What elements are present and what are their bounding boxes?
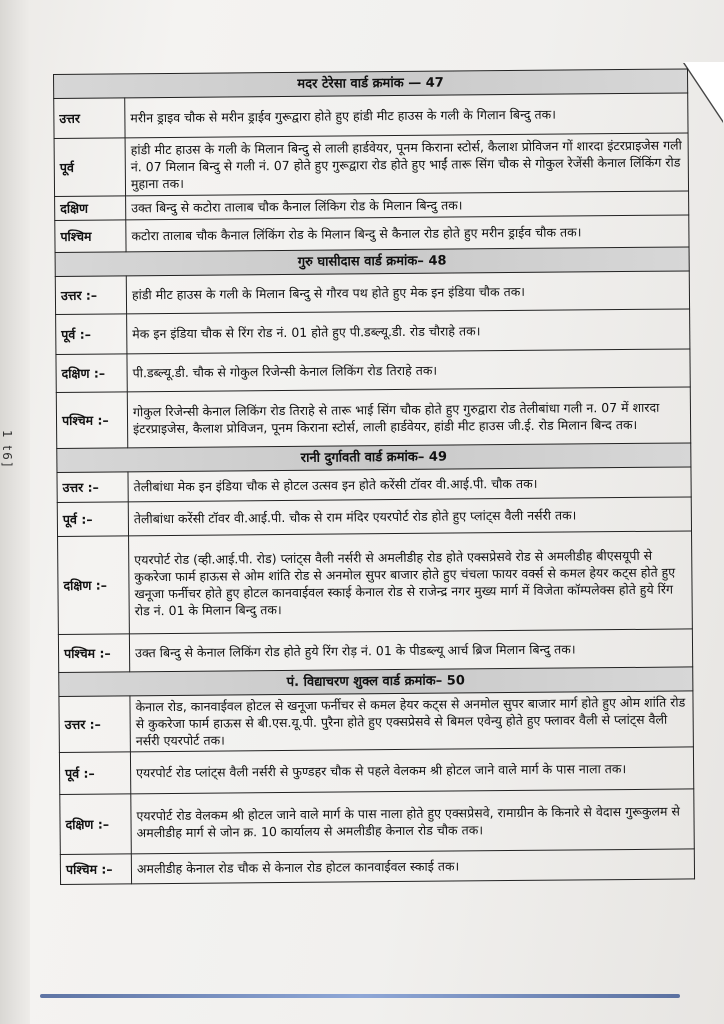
direction-label: पूर्व :– — [57, 502, 128, 537]
ward-title: मदर टेरेसा वार्ड क्रमांक — 47 — [54, 69, 688, 99]
direction-label: पश्चिम — [55, 220, 126, 253]
boundary-text: मरीन ड्राइव चौक से मरीन ड्राईव गुरूद्वारा होते हुए हांडी मीट हाउस के गली के गिलान बिन्दु तक। — [125, 93, 688, 138]
boundary-text: मेक इन इंडिया चौक से रिंग रोड नं. 01 होते हुए पी.डब्ल्यू.डी. रोड चौराहे तक। — [127, 309, 690, 354]
boundary-text: एयरपोर्ट रोड प्लांट्स वैली नर्सरी से फुण्डहर चौक से पहले वेलकम श्री होटल जाने वाले मार्ग के पास नाला तक। — [130, 747, 693, 794]
ward-47-east-row — [54, 133, 688, 197]
direction-label: उत्तर :– — [59, 696, 130, 753]
ward-title: रानी दुर्गावती वार्ड क्रमांक– 49 — [57, 443, 691, 473]
ward-49-south-row — [58, 531, 693, 635]
boundary-text: एयरपोर्ट रोड वेलकम श्री होटल जाने वाले मार्ग के पास नाला होते हुए एक्सप्रेसवे, रामाग्रीन के किनारे से वेदास गुरूकुलम से अमलीडीह मार्ग से जोन क्र. 10 कार्यालय से अमलीडीह केनाल रोड चौक तक। — [131, 789, 695, 854]
ward-48-east-row — [56, 309, 690, 355]
ward-48-north-row — [55, 271, 689, 315]
ward-title: पं. विद्याचरण शुक्ल वार्ड क्रमांक– 50 — [59, 667, 693, 697]
boundary-text: एयरपोर्ट रोड (व्ही.आई.पी. रोड) प्लांट्स वैली नर्सरी से अमलीडीह रोड होते एक्सप्रेसवे रोड से अमलीडीह बीएसयूपी से कुकरेजा फार्म हाऊस से ओम शांति रोड से अनमोल सुपर बाजार होते हुए चंचला फायर वर्क्स से कमल हेयर कट्स होते हुए खनूजा फर्नीचर होते हुए होटल कानवाईवल स्काई केनाल रोड से राजेन्द्र नगर मुख्य मार्ग में विजेता कॉम्पलेक्स होते हुये रिंग रोड नं. 01 के मिलान बिन्दु तक। — [129, 531, 693, 634]
ward-50-east-row — [59, 747, 693, 795]
direction-label: उत्तर — [54, 98, 125, 139]
boundary-text: पी.डब्ल्यू.डी. चौक से गोकुल रिजेन्सी केनाल लिकिंग रोड तिराहे तक। — [127, 349, 690, 392]
boundary-text: अमलीडीह केनाल रोड चौक से केनाल रोड होटल कानवाईवल स्काई तक। — [131, 849, 694, 884]
direction-label: पश्चिम :– — [56, 392, 127, 449]
page-edge-text: 1 t6] — [0, 430, 14, 469]
ward-48-south-row — [56, 349, 690, 393]
boundary-text: तेलीबांधा करेंसी टॉवर वी.आई.पी. चौक से राम मंदिर एयरपोर्ट रोड होते हुए प्लांट्स वैली नर्सरी तक। — [128, 497, 691, 536]
direction-label: दक्षिण :– — [56, 354, 127, 393]
boundary-text: कटोरा तालाब चौक कैनाल लिंकिंग रोड के मिलान बिन्दु से कैनाल रोड होते हुए मरीन ड्राईव चौक तक। — [126, 215, 689, 252]
ward-47-north-row — [54, 93, 688, 139]
direction-label: पूर्व :– — [56, 314, 127, 355]
boundary-text: उक्त बिन्दु से कटोरा तालाब चौक कैनाल लिंकिग रोड के मिलान बिन्दु तक। — [126, 191, 689, 220]
ward-49-east-row — [57, 497, 691, 537]
ward-50-north-row — [59, 691, 693, 753]
direction-label: पश्चिम :– — [60, 854, 131, 885]
boundary-text: उक्त बिन्दु से केनाल लिकिंग रोड होते हुये रिंग रोड़ नं. 01 के पीडब्ल्यू आर्च ब्रिज मिलान बिन्दु तक। — [129, 629, 692, 672]
direction-label: दक्षिण :– — [58, 536, 130, 635]
bottom-blue-stripe — [40, 994, 680, 998]
ward-title: गुरु घासीदास वार्ड क्रमांक– 48 — [55, 247, 689, 277]
boundary-text: गोकुल रिजेन्सी केनाल लिकिंग रोड तिराहे से तारू भाई सिंग चौक होते हुए गुरुद्वारा रोड तेलीबांधा गली न. 07 में शारदा इंटरप्राइजेस, कैलाश प्रोविजन, पूनम किराना स्टोर्स, लाली हार्डवेयर, हांडी मीट हाउस जी.ई. रोड मिलान बिन्द तक। — [127, 387, 690, 448]
direction-label: दक्षिण — [55, 196, 126, 221]
direction-label: उत्तर :– — [57, 472, 128, 503]
direction-label: दक्षिण :– — [60, 794, 132, 855]
direction-label: उत्तर :– — [55, 276, 126, 315]
ward-50-west-row — [60, 849, 694, 885]
ward-50-south-row — [60, 789, 694, 855]
direction-label: पश्चिम :– — [58, 634, 129, 673]
folded-corner — [684, 62, 724, 122]
boundary-text: हांडी मीट हाउस के गली के मिलान बिन्दु से लाली हार्डवेयर, पूनम किराना स्टोर्स, कैलाश प्रोविजन गों शारदा इंटरप्राइजेस गली नं. 07 मिलान बिन्दु से गली नं. 07 होते हुए गुरूद्वारा रोड होते हुए भाईं तारू सिंग चौक से गोकुल रेजेंसी केनाल लिंकिंग रोड मुहाना तक। — [125, 133, 688, 196]
ward-49-west-row — [58, 629, 692, 673]
direction-label: पूर्व — [54, 138, 126, 197]
ward-48-west-row — [56, 387, 690, 449]
boundary-text: हांडी मीट हाउस के गली के मिलान बिन्दु से गौरव पथ होते हुए मेक इन इंडिया चौक तक। — [126, 271, 689, 314]
direction-label: पूर्व :– — [59, 752, 130, 795]
boundary-text: तेलीबांधा मेक इन इंडिया चौक से होटल उत्सव इन होते करेंसी टॉवर वी.आई.पी. चौक तक। — [128, 467, 691, 502]
binding-edge — [0, 0, 30, 1024]
boundary-text: केनाल रोड, कानवाईवल होटल से खनूजा फर्नीचर से कमल हेयर कट्स से अनमोल सुपर बाजार मार्ग होते हुए ओम शांति रोड से कुकरेजा फार्म हाऊस से बी.एस.यू.पी. पुरैना होते हुए एक्सप्रेसवे से बिमल एवेन्यु होते हुए फ्लावर वैली से प्लांट्स वैली नर्सरी एयरपोर्ट तक। — [130, 691, 693, 752]
ward-boundaries-table — [53, 68, 695, 885]
